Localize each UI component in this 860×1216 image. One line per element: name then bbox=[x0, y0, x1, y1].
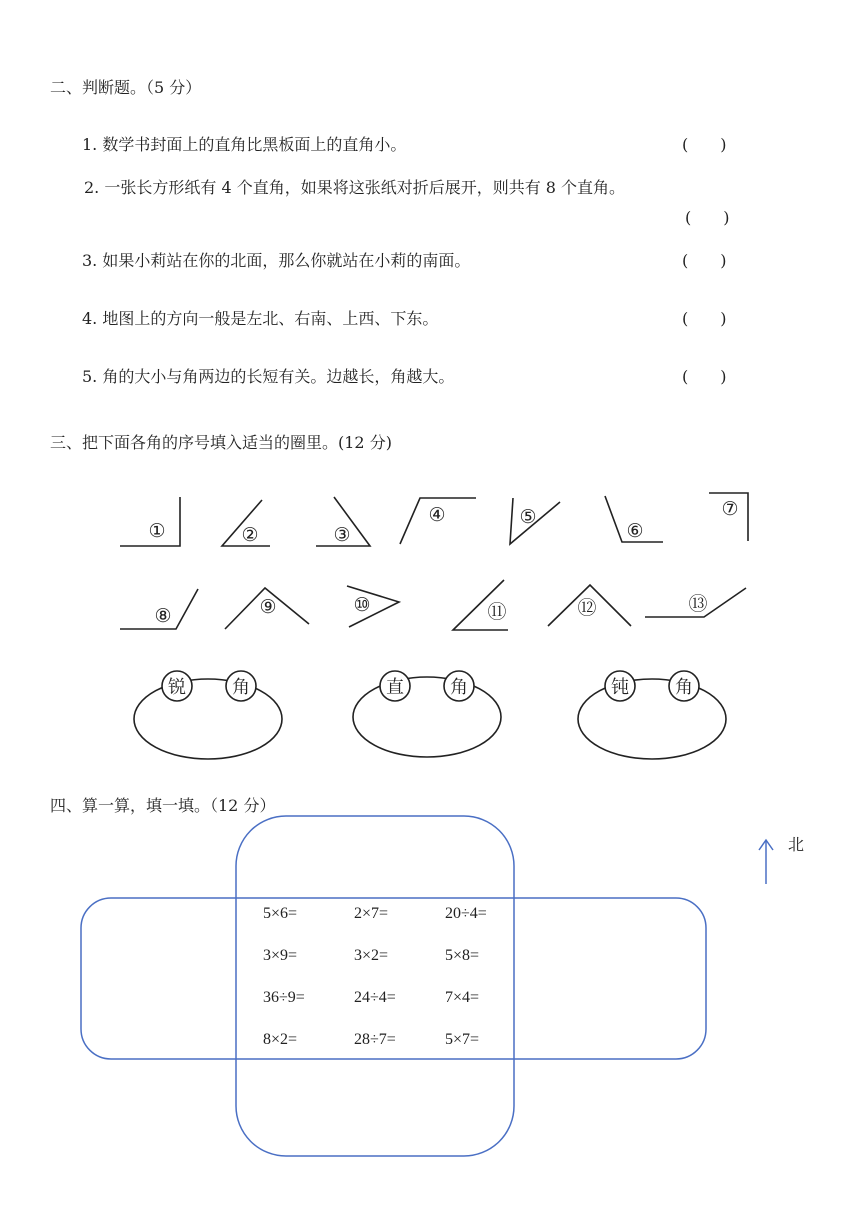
calc-r3-c2[interactable]: 24÷4= bbox=[354, 989, 396, 1006]
answer-paren-1[interactable]: ( ) bbox=[682, 135, 727, 154]
acute-oval[interactable] bbox=[134, 679, 282, 759]
right-char-1: 直 bbox=[386, 677, 404, 698]
north-label: 北 bbox=[788, 835, 805, 854]
answer-paren-4[interactable]: ( ) bbox=[682, 309, 727, 328]
angle-label-5: ⑤ bbox=[519, 506, 537, 528]
obtuse-char-2: 角 bbox=[675, 677, 693, 698]
right-char-2: 角 bbox=[450, 677, 468, 698]
angle-label-10: ⑩ bbox=[353, 594, 371, 616]
acute-char-2: 角 bbox=[232, 677, 250, 698]
angle-label-2: ② bbox=[241, 524, 259, 546]
answer-paren-5[interactable]: ( ) bbox=[682, 367, 727, 386]
angle-label-8: ⑧ bbox=[154, 605, 172, 627]
question-2: 2. 一张长方形纸有 4 个直角，如果将这张纸对折后展开，则共有 8 个直角。 bbox=[84, 178, 626, 197]
angle-label-12: ⑫ bbox=[577, 597, 597, 619]
calc-r4-c3[interactable]: 5×7= bbox=[445, 1031, 480, 1048]
angle-label-9: ⑨ bbox=[259, 596, 277, 618]
right-oval[interactable] bbox=[353, 677, 501, 757]
calc-r2-c2[interactable]: 3×2= bbox=[354, 947, 389, 964]
calc-r2-c1[interactable]: 3×9= bbox=[263, 947, 298, 964]
calc-r3-c1[interactable]: 36÷9= bbox=[263, 989, 305, 1006]
answer-paren-2[interactable]: ( ) bbox=[685, 208, 730, 227]
angle-label-6: ⑥ bbox=[626, 520, 644, 542]
calc-r4-c2[interactable]: 28÷7= bbox=[354, 1031, 396, 1048]
obtuse-char-1: 钝 bbox=[611, 677, 629, 698]
angle-label-4: ④ bbox=[428, 504, 446, 526]
section-4-title: 四、算一算，填一填。（12 分） bbox=[50, 796, 276, 815]
angle-label-7: ⑦ bbox=[721, 498, 739, 520]
question-3: 3. 如果小莉站在你的北面，那么你就站在小莉的南面。 bbox=[82, 251, 471, 270]
angle-label-3: ③ bbox=[333, 524, 351, 546]
acute-char-1: 锐 bbox=[168, 677, 186, 698]
section-3-title: 三、把下面各角的序号填入适当的圈里。(12 分) bbox=[50, 433, 392, 452]
vertical-frame bbox=[236, 816, 514, 1156]
calc-r1-c3[interactable]: 20÷4= bbox=[445, 905, 487, 922]
question-1: 1. 数学书封面上的直角比黑板面上的直角小。 bbox=[82, 135, 407, 154]
answer-paren-3[interactable]: ( ) bbox=[682, 251, 727, 270]
obtuse-oval[interactable] bbox=[578, 679, 726, 759]
question-4: 4. 地图上的方向一般是左北、右南、上西、下东。 bbox=[82, 309, 439, 328]
calc-r2-c3[interactable]: 5×8= bbox=[445, 947, 480, 964]
calc-r1-c2[interactable]: 2×7= bbox=[354, 905, 389, 922]
calc-r1-c1[interactable]: 5×6= bbox=[263, 905, 298, 922]
angle-label-11: ⑪ bbox=[487, 601, 507, 623]
section-2-title: 二、判断题。（5 分） bbox=[50, 78, 202, 97]
angle-label-13: ⑬ bbox=[688, 593, 708, 615]
angle-label-1: ① bbox=[148, 520, 166, 542]
calc-r4-c1[interactable]: 8×2= bbox=[263, 1031, 298, 1048]
calc-r3-c3[interactable]: 7×4= bbox=[445, 989, 480, 1006]
question-5: 5. 角的大小与角两边的长短有关。边越长，角越大。 bbox=[82, 367, 455, 386]
